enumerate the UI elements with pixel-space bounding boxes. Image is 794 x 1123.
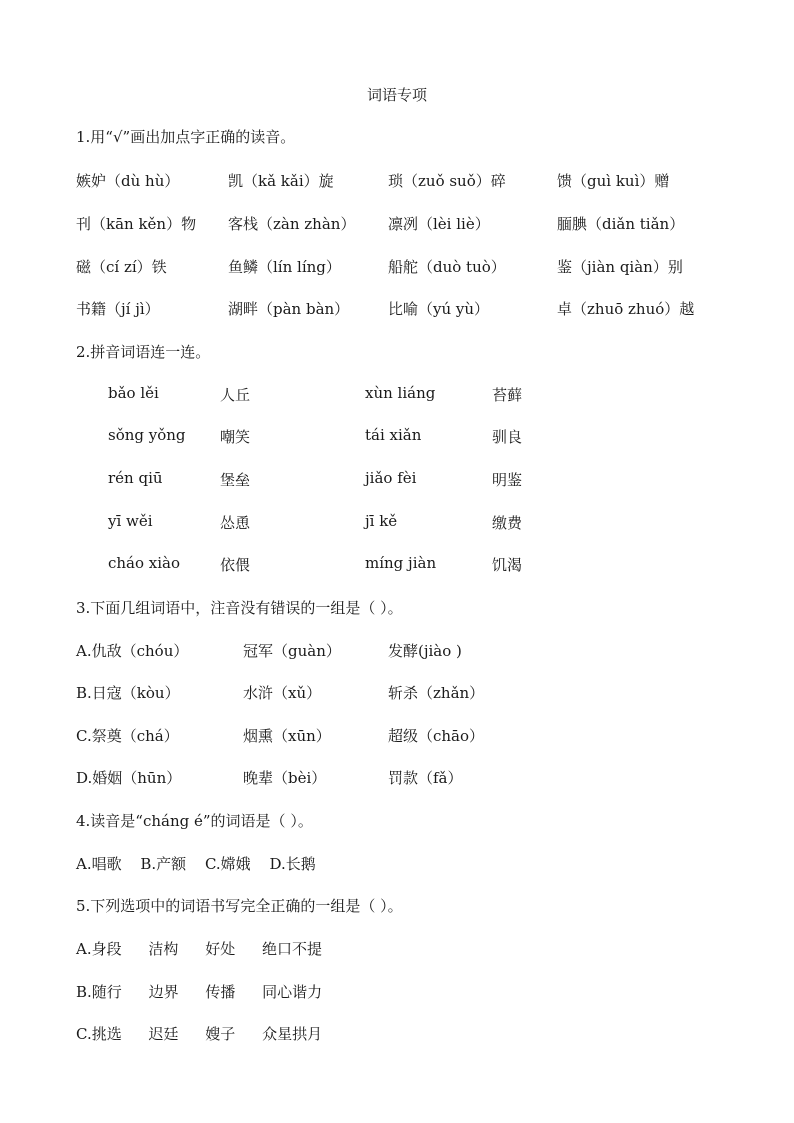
word-item: 怂恿	[220, 514, 251, 532]
pinyin-item: tái xiǎn	[365, 426, 422, 444]
pinyin-item: yī wěi	[108, 512, 153, 530]
q3-item: D.婚姻（hūn）	[76, 769, 182, 787]
word-item: 缴费	[492, 514, 523, 532]
pinyin-item: rén qiū	[108, 469, 163, 487]
q1-prompt: 1.用“√”画出加点字正确的读音。	[76, 128, 296, 146]
q3-item: C.祭奠（chá）	[76, 727, 179, 745]
q5-word: 嫂子	[205, 1025, 236, 1043]
q4-option-a: A.唱歌	[76, 855, 122, 873]
pinyin-item: míng jiàn	[365, 554, 437, 572]
q1-item: 客栈（zàn zhàn）	[228, 215, 356, 233]
q5-word: 绝口不提	[261, 940, 322, 958]
q5-option-c	[76, 1023, 344, 1044]
q3-prompt: 3.下面几组词语中，注音没有错误的一组是（ ）。	[76, 599, 403, 617]
q3-item: 水浒（xǔ）	[243, 684, 322, 702]
q3-item: 冠军（guàn）	[243, 642, 341, 660]
word-item: 嘲笑	[220, 428, 251, 446]
q1-item: 卓（zhuō zhuó）越	[557, 300, 695, 318]
word-item: 依偎	[220, 556, 251, 574]
q1-item: 鉴（jiàn qiàn）别	[557, 258, 683, 276]
q5-word: B.随行	[76, 983, 122, 1001]
q3-item: B.日寇（kòu）	[76, 684, 180, 702]
pinyin-item: cháo xiào	[108, 554, 181, 572]
word-item: 驯良	[492, 428, 523, 446]
word-item: 人丘	[220, 386, 251, 404]
q5-word: 同心谐力	[262, 983, 323, 1001]
q3-item: A.仇敌（chóu）	[76, 642, 189, 660]
q1-item: 馈（guì kuì）赠	[557, 172, 670, 190]
q1-item: 凯（kǎ kǎi）旋	[228, 172, 334, 190]
q1-item: 刊（kān kěn）物	[76, 215, 197, 233]
q3-item: 发酵(jiào )	[388, 642, 462, 660]
pinyin-item: xùn liáng	[365, 384, 436, 402]
word-item: 苔藓	[492, 386, 523, 404]
q3-item: 晚辈（bèi）	[243, 769, 327, 787]
q5-word: C.挑选	[76, 1025, 122, 1043]
q3-item: 超级（chāo）	[388, 727, 485, 745]
q5-option-b	[76, 981, 344, 1002]
q3-item: 罚款（fǎ）	[388, 769, 463, 787]
q5-option-a	[76, 938, 344, 959]
q1-item: 凛冽（lèi liè）	[388, 215, 490, 233]
q3-item: 烟熏（xūn）	[243, 727, 331, 745]
pinyin-item: sǒng yǒng	[108, 426, 186, 444]
word-item: 明鉴	[492, 471, 523, 489]
pinyin-item: jī kě	[365, 512, 398, 530]
q5-word: 洁构	[148, 940, 179, 958]
q4-option-d: D.长鹅	[269, 855, 316, 873]
q5-word: 传播	[205, 983, 236, 1001]
pinyin-item: bǎo lěi	[108, 384, 159, 402]
q5-word: 迟廷	[148, 1025, 179, 1043]
word-item: 饥渴	[492, 556, 523, 574]
q5-word: 众星拱月	[262, 1025, 323, 1043]
q1-item: 腼腆（diǎn tiǎn）	[557, 215, 685, 233]
q4-options	[76, 853, 330, 874]
q1-item: 琐（zuǒ suǒ）碎	[388, 172, 506, 190]
q1-item: 湖畔（pàn bàn）	[228, 300, 350, 318]
q5-word: 边界	[148, 983, 179, 1001]
q1-item: 磁（cí zí）铁	[76, 258, 167, 276]
q4-option-c: C.嫦娥	[204, 855, 251, 873]
q1-item: 比喻（yú yù）	[388, 300, 490, 318]
q5-prompt: 5.下列选项中的词语书写完全正确的一组是（ ）。	[76, 897, 403, 915]
q2-prompt: 2.拼音词语连一连。	[76, 343, 211, 361]
q1-item: 嫉妒（dù hù）	[76, 172, 180, 190]
pinyin-item: jiǎo fèi	[365, 469, 417, 487]
q1-item: 船舵（duò tuò）	[388, 258, 506, 276]
q3-item: 斩杀（zhǎn）	[388, 684, 485, 702]
q4-option-b: B.产额	[140, 855, 187, 873]
q1-item: 书籍（jí jì）	[76, 300, 160, 318]
q5-word: 好处	[205, 940, 236, 958]
word-item: 堡垒	[220, 471, 251, 489]
q4-prompt: 4.读音是“cháng é”的词语是（ ）。	[76, 812, 313, 830]
page-title: 词语专项	[366, 86, 427, 104]
q1-item: 鱼鳞（lín líng）	[228, 258, 341, 276]
q5-word: A.身段	[76, 940, 122, 958]
